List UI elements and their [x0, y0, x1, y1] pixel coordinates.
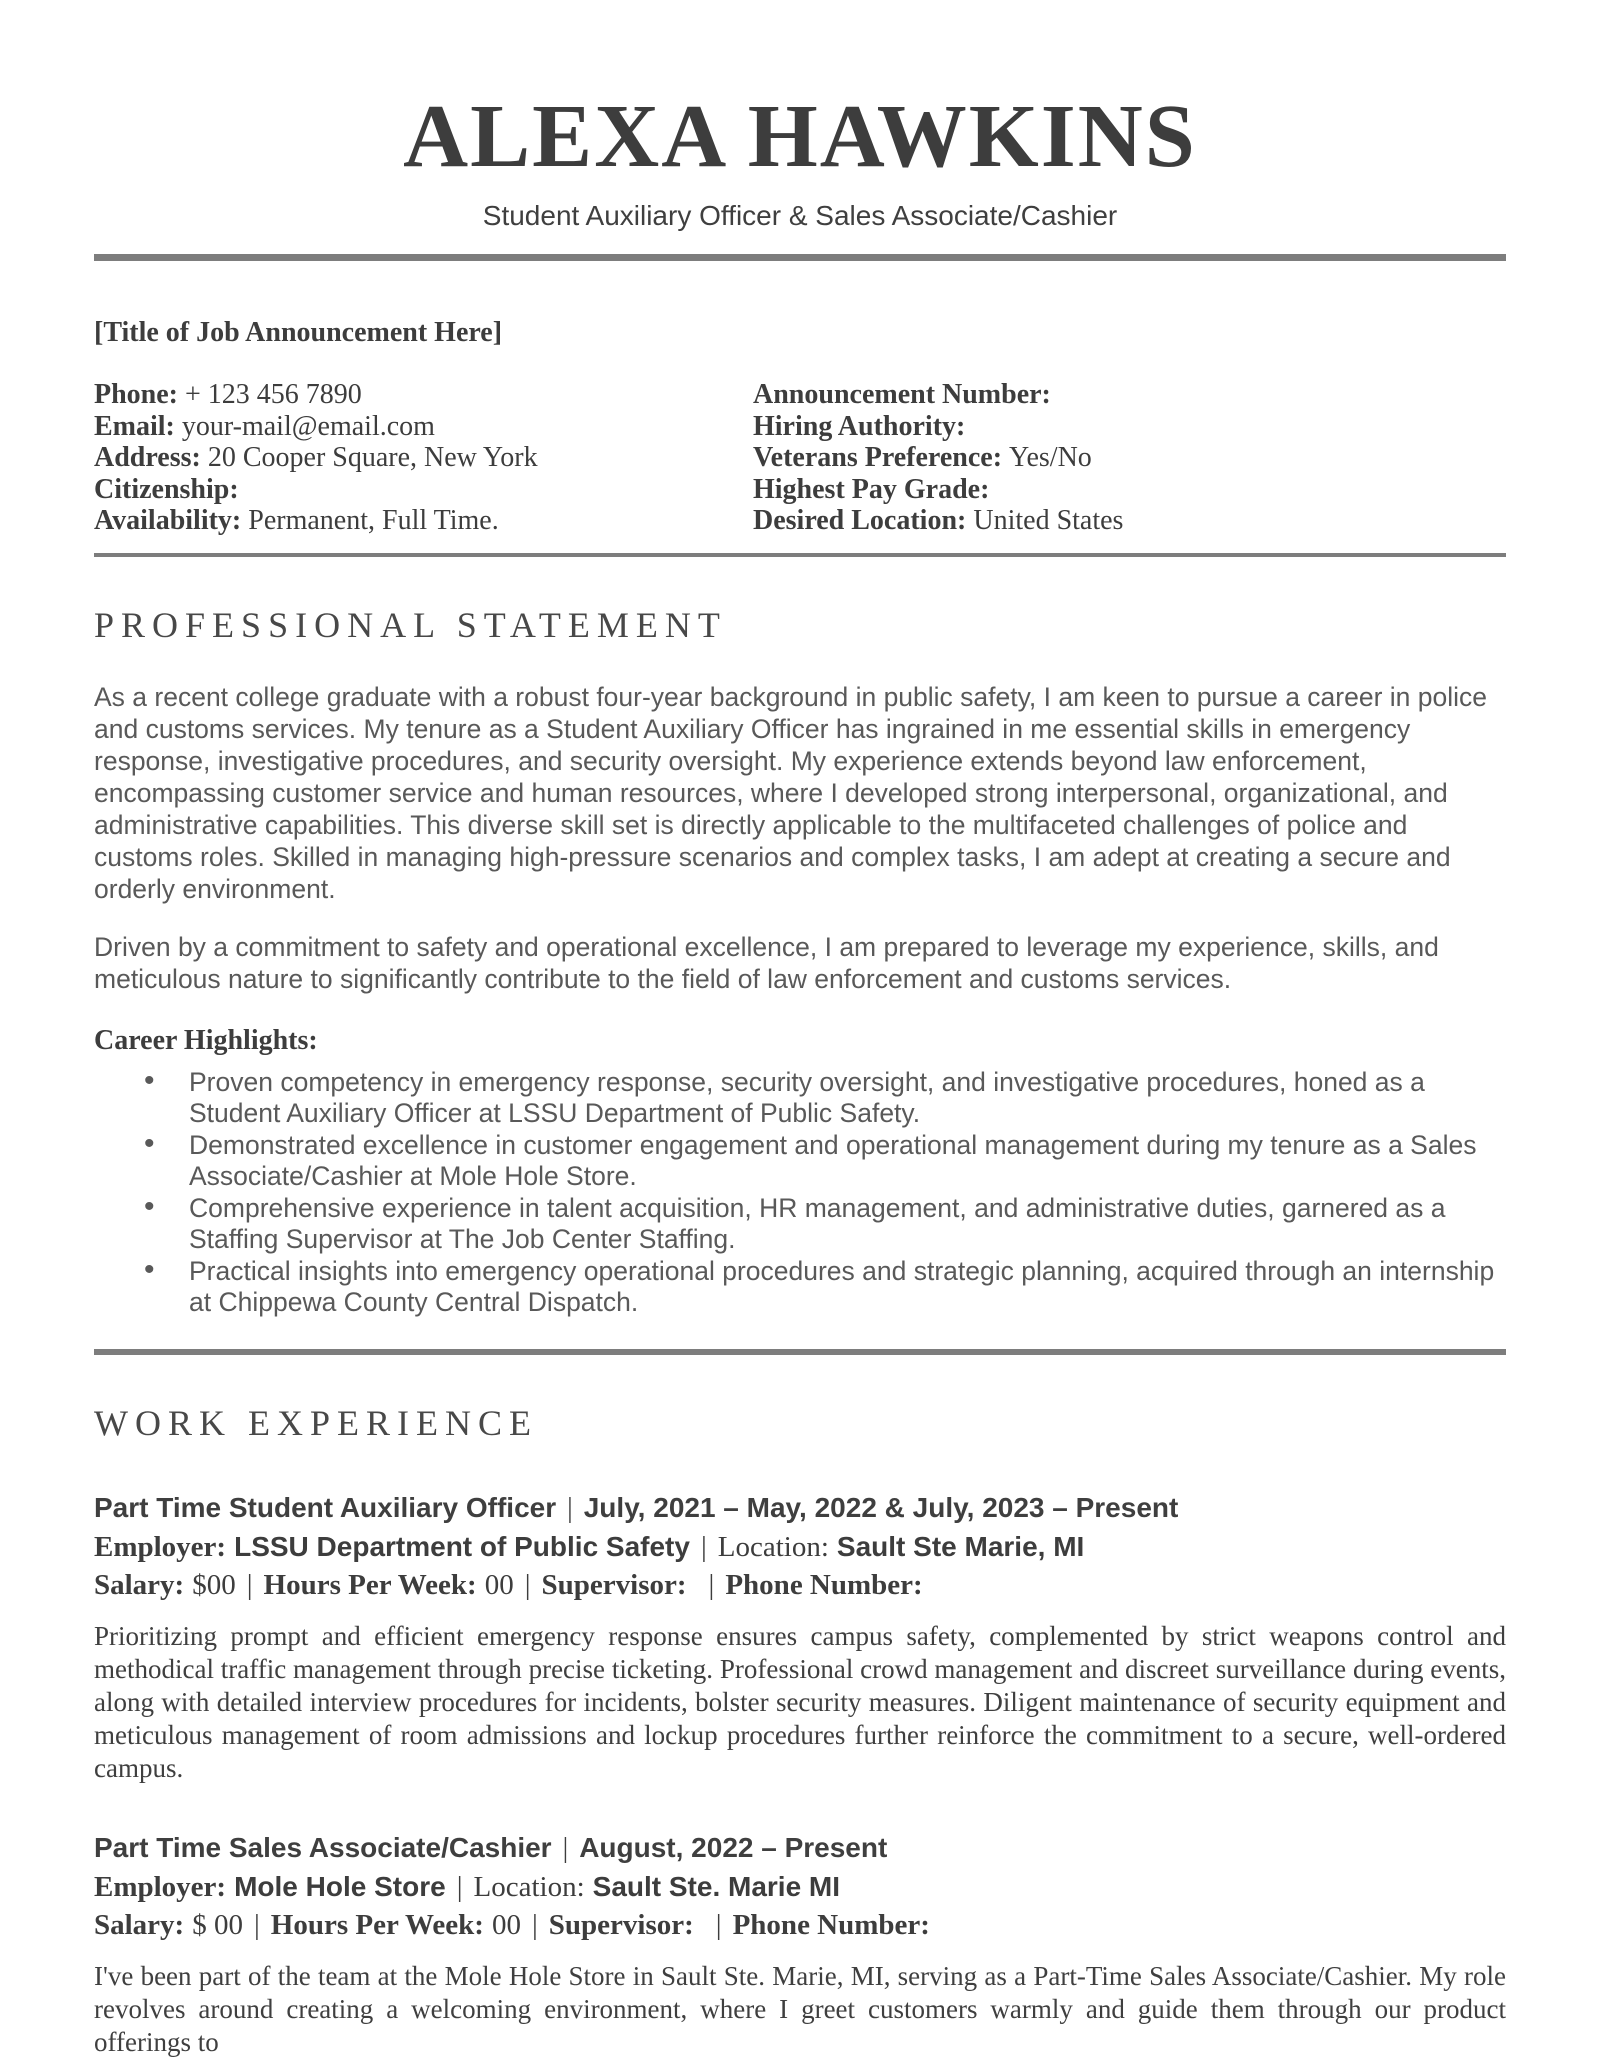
- contact-divider: [94, 553, 1506, 557]
- job-entry: [94, 1829, 1506, 2059]
- separator: |: [715, 1908, 722, 1941]
- employer-value: LSSU Department of Public Safety: [234, 1530, 690, 1562]
- separator: |: [708, 1568, 715, 1601]
- separator: |: [246, 1568, 253, 1601]
- candidate-name: ALEXA HAWKINS: [403, 87, 1197, 186]
- job-dates: July, 2021 – May, 2022 & July, 2023 – Present: [583, 1491, 1179, 1523]
- highlight-item: • Demonstrated excellence in customer engagement and operational management during my tenure as a Sales Associate/Cashier at Mole Hole Store.: [94, 1130, 1506, 1193]
- contact-value: Yes/No: [1009, 442, 1092, 473]
- salary-line: [94, 1566, 1506, 1604]
- hours-label: Hours Per Week:: [263, 1568, 477, 1601]
- supervisor-label: Supervisor:: [541, 1568, 687, 1601]
- resume-header: [94, 0, 1506, 236]
- work-experience-heading: WORK EXPERIENCE: [94, 1402, 538, 1443]
- job-title-line: [94, 1489, 1506, 1528]
- statement-paragraph: Driven by a commitment to safety and operational excellence, I am prepared to leverage my experience, skills, and meticulous nature to significantly contribute to the field of law enforcement and customs services.: [94, 931, 1439, 994]
- contact-row-address: [94, 442, 753, 474]
- work-experience-section: [94, 1399, 1506, 2059]
- contact-section: [94, 313, 1506, 537]
- career-highlights-list: [94, 1067, 1506, 1319]
- contact-label: Address:: [94, 442, 201, 473]
- job-title: Part Time Sales Associate/Cashier: [94, 1831, 552, 1863]
- employer-label: Employer:: [94, 1870, 227, 1903]
- location-value: Sault Ste. Marie MI: [592, 1870, 841, 1902]
- contact-row-veterans-preference: [753, 442, 1506, 474]
- contact-label: Hiring Authority:: [753, 410, 966, 442]
- salary-label: Salary:: [94, 1908, 185, 1941]
- hours-value: 00: [484, 1568, 514, 1601]
- contact-value: United States: [973, 505, 1124, 536]
- contact-value: 20 Cooper Square, New York: [207, 442, 538, 473]
- job-announcement-title: [Title of Job Announcement Here]: [94, 317, 503, 348]
- contact-label: Phone:: [94, 379, 178, 410]
- separator: |: [531, 1908, 538, 1941]
- professional-statement-section: [94, 601, 1506, 1319]
- contact-row-highest-pay-grade: [753, 474, 1506, 506]
- contact-label: Desired Location:: [753, 505, 967, 536]
- separator: |: [456, 1870, 463, 1903]
- job-entry: [94, 1489, 1506, 1785]
- highlight-item: • Practical insights into emergency operational procedures and strategic planning, acquired through an internship at Chippewa County Central Dispatch.: [94, 1256, 1506, 1319]
- job-title-line: [94, 1829, 1506, 1868]
- statement-paragraph: As a recent college graduate with a robust four-year background in public safety, I am keen to pursue a career in police and customs services. My tenure as a Student Auxiliary Officer has ingrained in me essential skills in emergency response, investigative procedures, and security oversight. My experience extends beyond law enforcement, encompassing customer service and human resources, where I developed strong interpersonal, organizational, and administrative capabilities. This diverse skill set is directly applicable to the multifaceted challenges of police and customs roles. Skilled in managing high-pressure scenarios and complex tasks, I am adept at creating a secure and orderly environment.: [94, 681, 1488, 904]
- highlight-item: • Proven competency in emergency response, security oversight, and investigative procedures, honed as a Student Auxiliary Officer at LSSU Department of Public Safety.: [94, 1067, 1506, 1130]
- contact-row-desired-location: [753, 505, 1506, 537]
- contact-value: + 123 456 7890: [185, 379, 362, 410]
- professional-statement-heading: PROFESSIONAL STATEMENT: [94, 604, 727, 645]
- salary-line: [94, 1906, 1506, 1944]
- contact-label: Highest Pay Grade:: [753, 473, 990, 505]
- hours-value: 00: [491, 1908, 521, 1941]
- contact-right-column: [753, 379, 1506, 537]
- career-highlights-label: Career Highlights:: [94, 1024, 318, 1056]
- job-title: Part Time Student Auxiliary Officer: [94, 1491, 557, 1523]
- contact-row-announcement-number: [753, 379, 1506, 411]
- employer-value: Mole Hole Store: [234, 1870, 446, 1902]
- highlight-item: • Comprehensive experience in talent acquisition, HR management, and administrative duties, garnered as a Staffing Supervisor at The Job Center Staffing.: [94, 1193, 1506, 1256]
- statement-divider: [94, 1349, 1506, 1355]
- header-divider: [94, 254, 1506, 261]
- contact-label: Availability:: [94, 505, 242, 536]
- job-description: I've been part of the team at the Mole Hole Store in Sault Ste. Marie, MI, serving as a Part-Time Sales Associate/Cashier. My role revolves around creating a welcoming environment, where I greet customers warmly and guide them through our product offerings to: [94, 1960, 1506, 2057]
- employer-label: Employer:: [94, 1530, 227, 1563]
- separator: |: [253, 1908, 260, 1941]
- contact-value: Permanent, Full Time.: [248, 505, 499, 536]
- contact-label: Email:: [94, 410, 175, 442]
- contact-row-phone: [94, 379, 753, 411]
- phone-label: Phone Number:: [725, 1568, 923, 1601]
- candidate-role-subtitle: Student Auxiliary Officer & Sales Associate/Cashier: [482, 200, 1118, 231]
- separator: |: [524, 1568, 531, 1601]
- supervisor-label: Supervisor:: [548, 1908, 694, 1941]
- employer-line: [94, 1868, 1506, 1906]
- location-value: Sault Ste Marie, MI: [836, 1530, 1085, 1562]
- salary-label: Salary:: [94, 1568, 185, 1601]
- job-description: Prioritizing prompt and efficient emergency response ensures campus safety, complemented by strict weapons control and methodical traffic management through precise ticketing. Professional crowd management and discreet surveillance during events, along with detailed interview procedures for incidents, bolster security measures. Diligent maintenance of security equipment and meticulous management of room admissions and lockup procedures further reinforce the commitment to a secure, well-ordered campus.: [94, 1620, 1506, 1783]
- location-label: Location:: [473, 1870, 585, 1903]
- contact-value: your-mail@email.com: [181, 410, 435, 442]
- contact-row-availability: [94, 505, 753, 537]
- job-dates: August, 2022 – Present: [579, 1831, 888, 1863]
- phone-label: Phone Number:: [732, 1908, 930, 1941]
- salary-value: $ 00: [192, 1908, 243, 1941]
- separator: |: [567, 1492, 573, 1524]
- employer-line: [94, 1528, 1506, 1566]
- separator: |: [700, 1530, 707, 1563]
- hours-label: Hours Per Week:: [270, 1908, 484, 1941]
- separator: |: [562, 1832, 569, 1864]
- location-label: Location:: [717, 1530, 829, 1563]
- contact-row-citizenship: [94, 474, 753, 506]
- contact-left-column: [94, 379, 753, 537]
- contact-label: Veterans Preference:: [753, 442, 1003, 473]
- contact-row-hiring-authority: [753, 411, 1506, 443]
- contact-label: Announcement Number:: [753, 379, 1051, 410]
- contact-columns: [94, 379, 1506, 537]
- contact-label: Citizenship:: [94, 473, 239, 505]
- salary-value: $00: [192, 1568, 236, 1601]
- contact-row-email: [94, 411, 753, 443]
